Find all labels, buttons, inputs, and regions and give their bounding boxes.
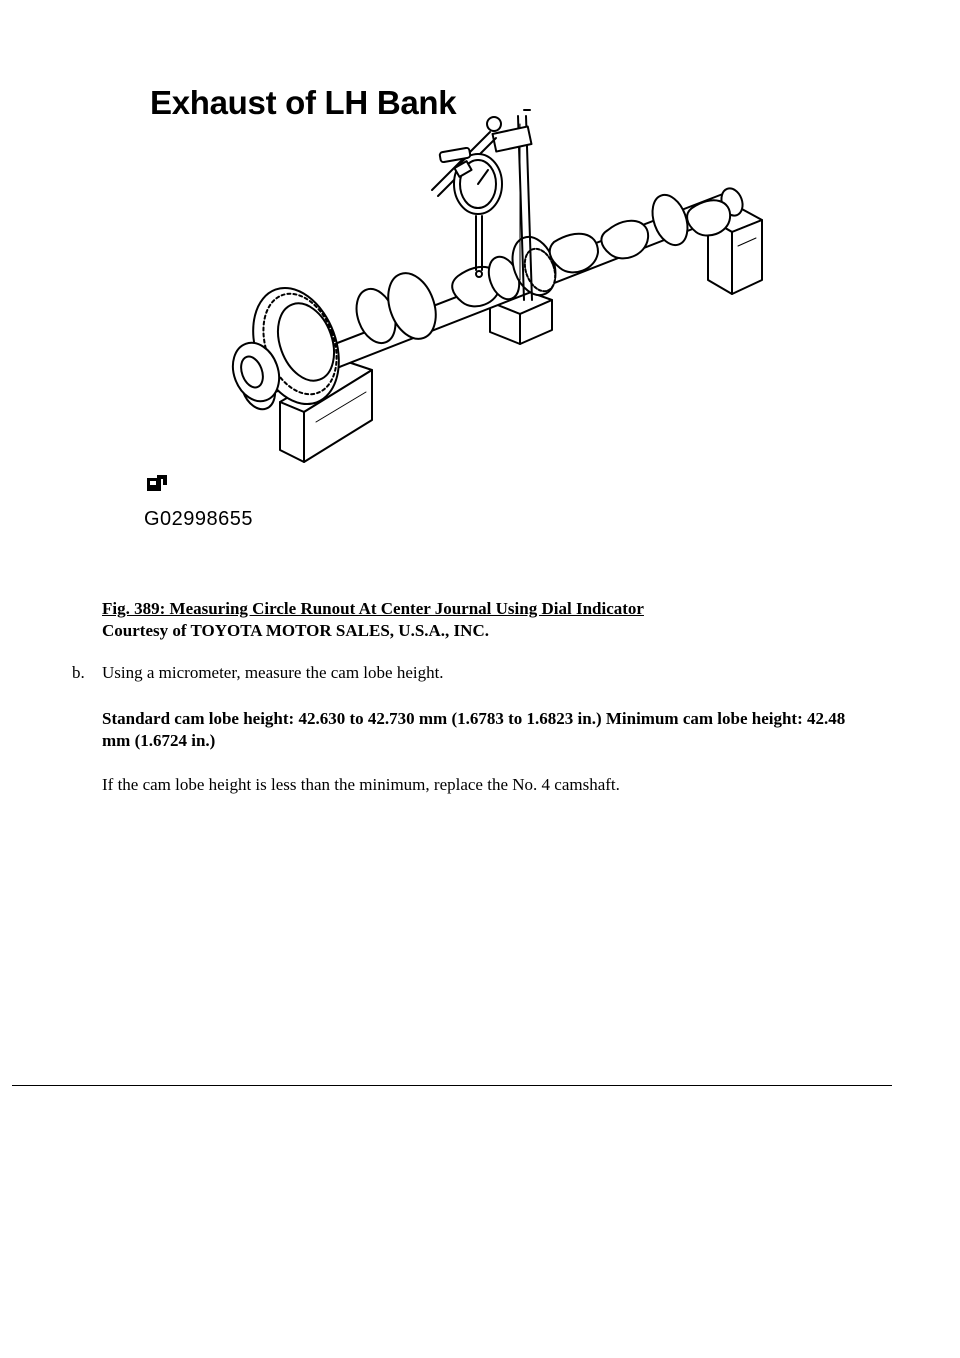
replacement-note: If the cam lobe height is less than the minimum, replace the No. 4 camshaft.	[102, 775, 620, 794]
figure	[140, 80, 780, 550]
figure-caption	[102, 598, 644, 642]
dial-indicator-gauge	[439, 147, 502, 277]
document-icon	[146, 474, 168, 492]
figure-courtesy: Courtesy of TOYOTA MOTOR SALES, U.S.A., INC.	[102, 621, 489, 640]
step-marker: b.	[72, 663, 85, 682]
camshaft-illustration	[140, 80, 780, 550]
figure-id-code: G02998655	[144, 508, 254, 530]
step-instruction: Using a micrometer, measure the cam lobe height.	[102, 663, 444, 682]
page-divider	[12, 1085, 892, 1086]
specification-text: Standard cam lobe height: 42.630 to 42.730 mm (1.6783 to 1.6823 in.) Minimum cam lobe height: 42.48 mm (1.6724 in.)	[102, 709, 846, 750]
figure-title: Exhaust of LH Bank	[150, 84, 457, 121]
figure-caption-link[interactable]: Fig. 389: Measuring Circle Runout At Center Journal Using Dial Indicator	[102, 599, 644, 618]
